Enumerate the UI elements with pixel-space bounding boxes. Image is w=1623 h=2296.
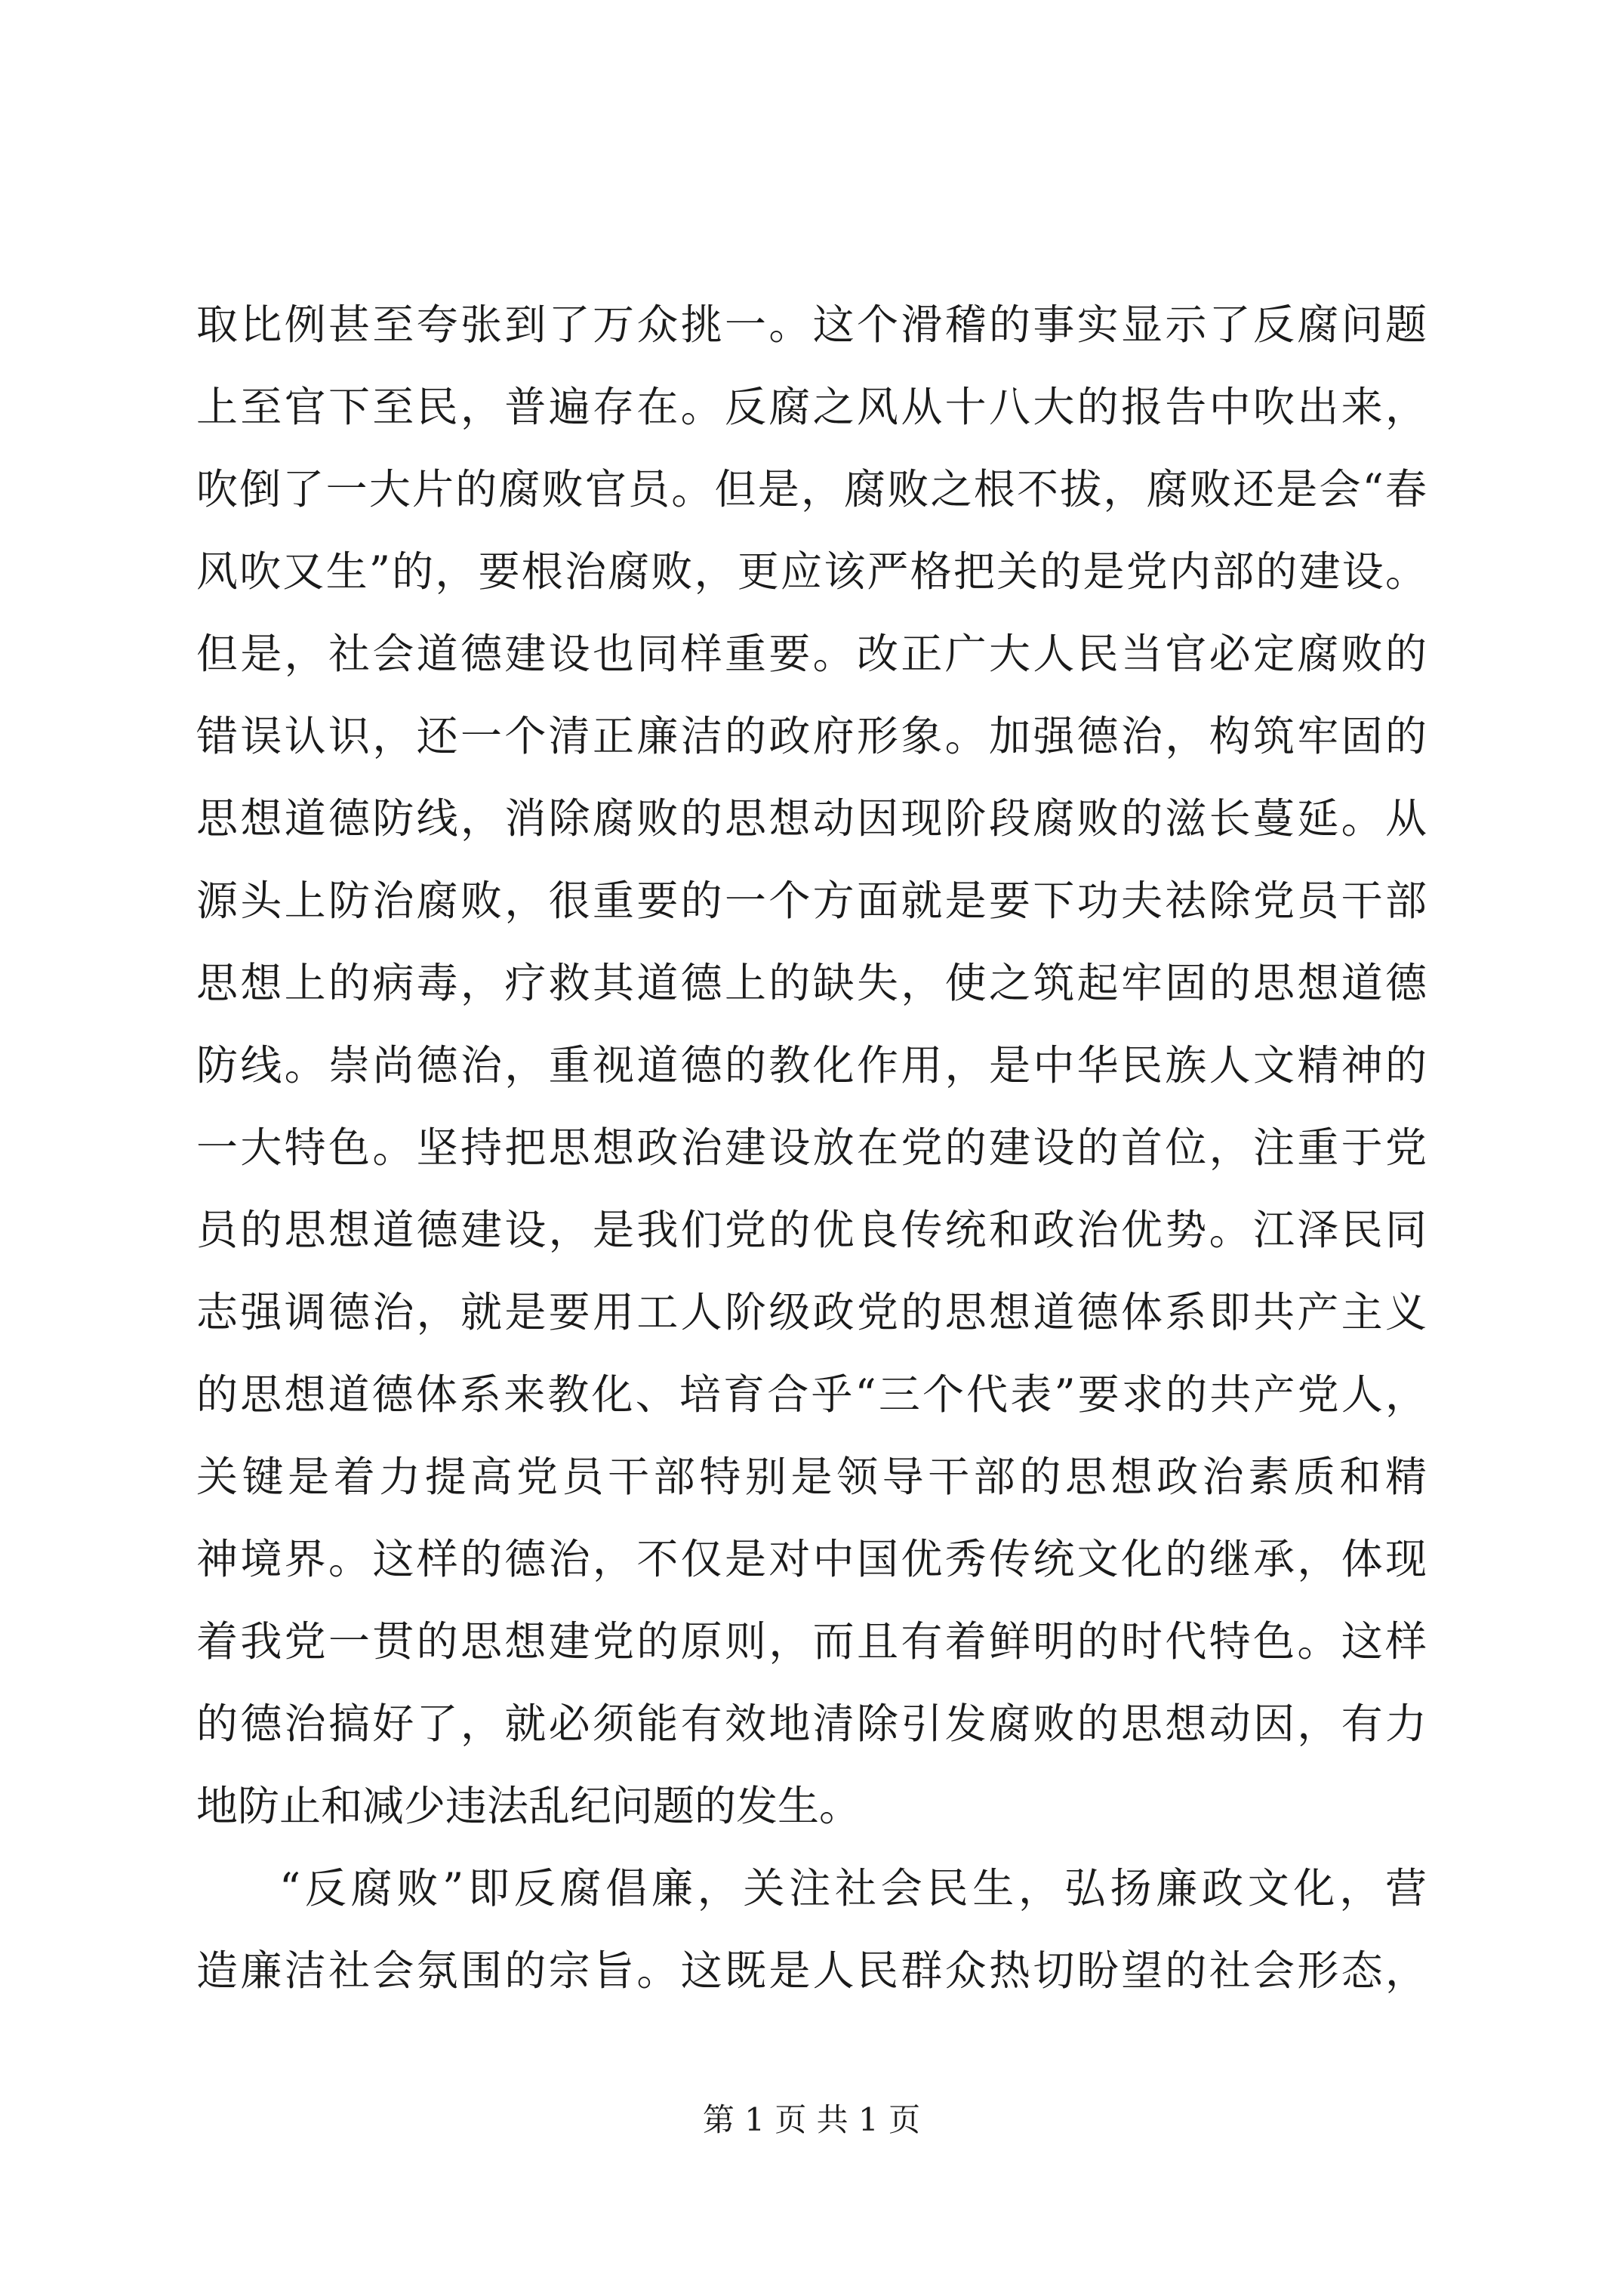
page-number-label: 第 1 页 共 1 页 [702,2101,921,2138]
text-line: 取比例甚至夸张到了万众挑一。这个滑稽的事实显示了反腐问题 [196,300,1427,349]
text-line: 员的思想道德建设，是我们党的优良传统和政治优势。江泽民同 [196,1206,1427,1254]
text-line: 源头上防治腐败，很重要的一个方面就是要下功夫祛除党员干部 [196,877,1427,925]
text-line: 造廉洁社会氛围的宗旨。这既是人民群众热切盼望的社会形态， [196,1946,1427,1995]
text-line: 风吹又生”的，要根治腐败，更应该严格把关的是党内部的建设。 [196,547,1427,596]
text-line: 神境界。这样的德治，不仅是对中国优秀传统文化的继承，体现 [196,1535,1427,1583]
text-line: 志强调德治，就是要用工人阶级政党的思想道德体系即共产主义 [196,1288,1427,1336]
text-line: 思想上的病毒，疗救其道德上的缺失，使之筑起牢固的思想道德 [196,959,1427,1007]
text-line: 上至官下至民，普遍存在。反腐之风从十八大的报告中吹出来， [196,383,1427,431]
page-footer [0,2099,1623,2141]
text-line: 思想道德防线，消除腐败的思想动因现阶段腐败的滋长蔓延。从 [196,794,1427,843]
text-line: 一大特色。坚持把思想政治建设放在党的建设的首位，注重于党 [196,1123,1427,1172]
text-line: 关键是着力提高党员干部特别是领导干部的思想政治素质和精 [196,1453,1427,1501]
text-line: 防线。崇尚德治，重视道德的教化作用，是中华民族人文精神的 [196,1041,1427,1089]
text-line: 的德治搞好了，就必须能有效地清除引发腐败的思想动因，有力 [196,1700,1427,1748]
text-line: 但是，社会道德建设也同样重要。改正广大人民当官必定腐败的 [196,630,1427,678]
text-line: 吹倒了一大片的腐败官员。但是，腐败之根不拔，腐败还是会“春 [196,465,1427,513]
text-line: 地防止和减少违法乱纪问题的发生。 [196,1782,861,1830]
body-text [196,284,1427,2012]
text-line: 错误认识，还一个清正廉洁的政府形象。加强德治，构筑牢固的 [196,712,1427,760]
text-line: “反腐败”即反腐倡廉，关注社会民生，弘扬廉政文化，营 [279,1864,1427,1912]
text-line: 着我党一贯的思想建党的原则，而且有着鲜明的时代特色。这样 [196,1617,1427,1666]
text-line: 的思想道德体系来教化、培育合乎“三个代表”要求的共产党人， [196,1370,1427,1419]
